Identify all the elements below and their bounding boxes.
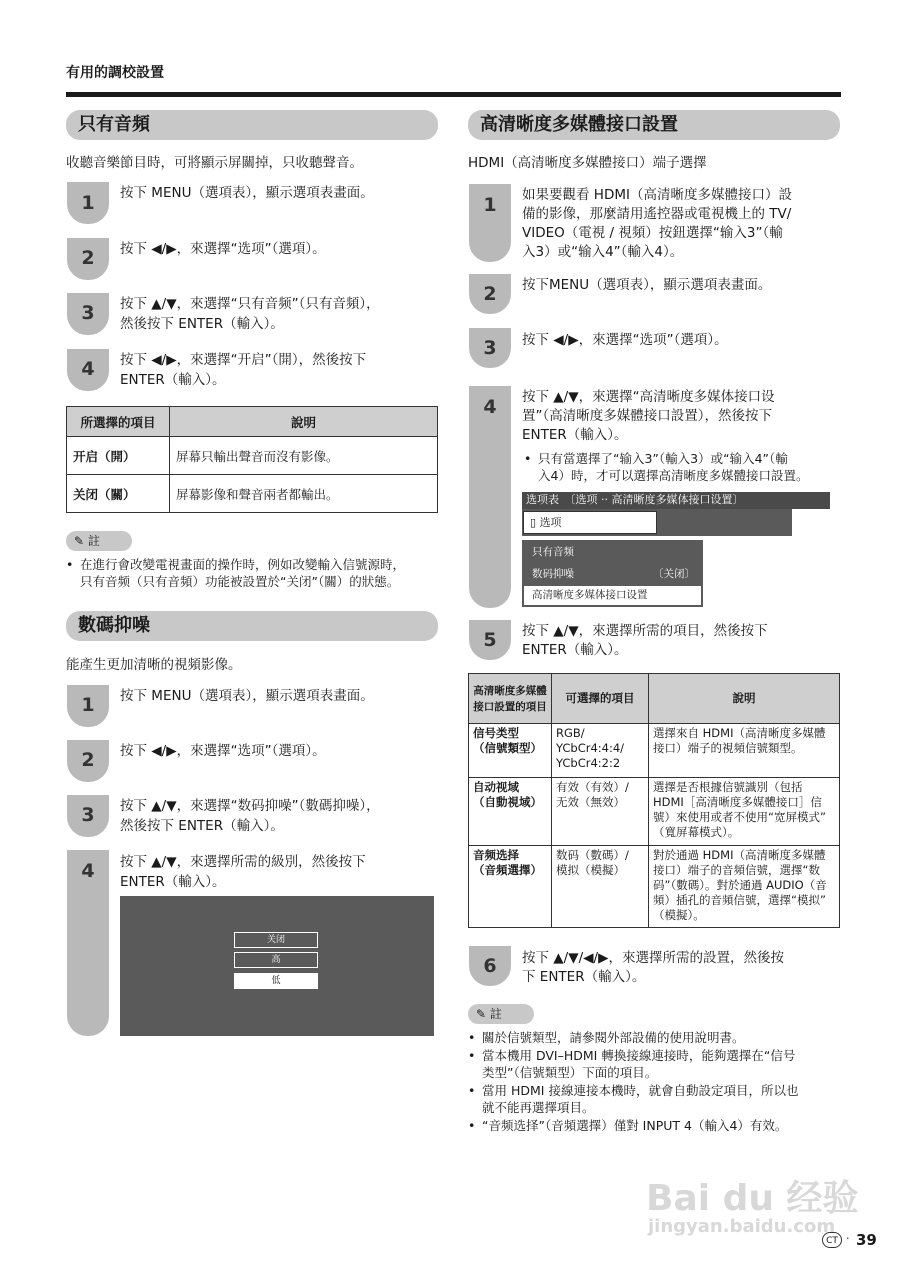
table-cell: [649, 724, 840, 778]
cell-line: HDMI［高清晰度多媒體接口］信: [653, 795, 822, 809]
bullet-text: 只有當選擇了“输入3”（輸入3）或“输入4”（輸: [538, 451, 788, 466]
step-number: 1: [81, 694, 95, 716]
cell-line: （音頻選擇）: [473, 863, 542, 877]
step-text: ENTER（輸入）。: [522, 642, 628, 658]
table-cell: 屏幕只輸出聲音而沒有影像。: [170, 437, 438, 475]
baidu-watermark-logo: Bai du 经验: [646, 1178, 859, 1219]
bullet-icon: •: [468, 1030, 476, 1045]
table-cell: [469, 724, 552, 778]
note-text: “音频选择”（音頻選擇）僅對 INPUT 4（輸入4）有效。: [482, 1118, 788, 1133]
osd-option[interactable]: 关闭: [234, 932, 318, 948]
note-item: [468, 1029, 848, 1046]
step-number: 4: [81, 860, 95, 882]
menu-title-bar: 选项表 〔选项 ·· 高清晰度多媒体接口设置〕: [522, 492, 830, 509]
cell-line: 接口）端子的視頻信號類型。: [653, 741, 803, 755]
step-text: 如果要觀看 HDMI（高清晰度多媒體接口）設: [522, 187, 792, 203]
table-header: 說明: [170, 407, 438, 437]
note-item: [468, 1082, 848, 1116]
step-text: 按下 ◀/▶，來選擇“选项”（選項）。: [522, 332, 728, 348]
cell-line: 選擇來自 HDMI（高清晰度多媒體: [653, 726, 826, 740]
cell-line: 码”（數碼）。對於通過 AUDIO（音: [653, 878, 827, 892]
note-text: 當用 HDMI 接線連接本機時，就會自動設定項目，所以也: [482, 1083, 799, 1098]
step-text: ENTER（輸入）。: [120, 874, 226, 890]
cell-line: 頻）插孔的音頻信號，選擇“模拟”: [653, 893, 826, 907]
step-number: 4: [483, 396, 497, 418]
page-number: 39: [856, 1231, 877, 1249]
table-cell: 屏幕影像和聲音兩者都輸出。: [170, 475, 438, 513]
cell-line: 无效（無效）: [556, 795, 625, 809]
note-text: 當本機用 DVI–HDMI 轉換接線連接時，能夠選擇在“信号: [482, 1048, 796, 1063]
cell-line: YCbCr4:4:4/: [556, 741, 625, 755]
menu-item-value: 〔关闭〕: [653, 568, 695, 580]
noise-lead: 能產生更加清晰的視頻影像。: [66, 657, 242, 673]
step-number: 2: [81, 749, 95, 771]
menu-item-selected[interactable]: 高清晰度多媒体接口设置: [524, 586, 701, 605]
table-cell: [552, 778, 649, 846]
osd-option-selected[interactable]: 低: [234, 973, 318, 989]
menu-list: [522, 540, 703, 607]
step-text: 然後按下 ENTER（輸入）。: [120, 316, 284, 332]
step-number: 6: [483, 955, 497, 977]
step-number: 2: [483, 283, 497, 305]
region-badge: CT: [822, 1232, 842, 1248]
step-number: 3: [81, 804, 95, 826]
bullet-icon: •: [468, 1048, 476, 1063]
bullet-icon: •: [66, 557, 74, 572]
audio-only-table: [66, 406, 438, 513]
table-cell: [469, 778, 552, 846]
cell-line: 数码（數碼）/: [556, 848, 629, 862]
step-text: 置”（高清晰度多媒體接口設置），然後按下: [522, 408, 772, 424]
table-cell: 开启（開）: [67, 437, 170, 475]
step-text: 按下 ◀/▶，來選擇“选项”（選項）。: [120, 241, 326, 257]
step-number: 5: [483, 629, 497, 651]
menu-tab-row: [522, 509, 792, 536]
table-cell: [552, 846, 649, 928]
cell-line: 對於通過 HDMI（高清晰度多媒體: [653, 848, 826, 862]
step-text: VIDEO（電視 / 視頻）按鈕選擇“输入3”（輸: [522, 225, 783, 241]
step-number: 3: [81, 302, 95, 324]
cell-line: （自動視域）: [473, 795, 542, 809]
step-text: 按下 ◀/▶，來選擇“开启”（開），然後按下: [120, 352, 367, 368]
step-text: 按下 ▲/▼/◀/▶，來選擇所需的設置，然後按: [522, 950, 784, 966]
bullet-text: 入4）時，才可以選擇高清晰度多媒體接口設置。: [538, 468, 809, 483]
step-bullet: [524, 450, 844, 484]
section-title-noise: 數碼抑噪: [66, 611, 438, 641]
table-header: 說明: [649, 674, 840, 724]
section-title-hdmi: 高清晰度多媒體接口設置: [468, 110, 840, 140]
menu-item[interactable]: 数码抑噪: [532, 568, 574, 580]
table-cell: [649, 778, 840, 846]
cell-line: 接口）端子的音頻信號，選擇“数: [653, 863, 820, 877]
table-header: 高清晰度多媒體接口設置的項目: [469, 674, 552, 724]
step-text: ENTER（輸入）。: [522, 427, 628, 443]
table-cell: [552, 724, 649, 778]
step-badge: [469, 386, 511, 608]
table-header: 所選擇的項目: [67, 407, 170, 437]
note-text: 只有音频（只有音頻）功能被設置於“关闭”（關）的狀態。: [80, 574, 400, 589]
step-text: 按下 ▲/▼，來選擇所需的級別，然後按下: [120, 854, 366, 870]
step-text: 按下 ▲/▼，來選擇“只有音频”（只有音頻），: [120, 296, 380, 312]
note-badge: [468, 1004, 534, 1024]
note-label: 註: [87, 534, 100, 548]
table-cell: [649, 846, 840, 928]
step-text: 入3）或“输入4”（輸入4）。: [522, 244, 684, 260]
option-icon: ▯: [530, 516, 537, 529]
step-text: 按下 MENU（選項表），顯示選項表畫面。: [120, 185, 374, 201]
step-text: 按下MENU（選項表），顯示選項表畫面。: [522, 277, 772, 293]
audio-only-lead: 收聽音樂節目時，可將顯示屏關掉，只收聽聲音。: [66, 155, 363, 171]
step-text: 按下 MENU（選項表），顯示選項表畫面。: [120, 688, 374, 704]
cell-line: 音频选择: [473, 848, 519, 862]
cell-line: 自动视域: [473, 780, 519, 794]
section-title-audio-only: 只有音頻: [66, 110, 438, 140]
cell-line: 號）來使用或者不使用“宽屏模式”: [653, 810, 826, 824]
note-item: [66, 556, 446, 590]
bullet-icon: •: [468, 1118, 476, 1133]
cell-line: （模擬）。: [653, 908, 705, 922]
note-text: 關於信號類型，請參閱外部設備的使用說明書。: [482, 1030, 745, 1045]
step-number: 1: [483, 194, 497, 216]
menu-tab-label: 选项: [539, 516, 562, 529]
note-text: 就不能再選擇項目。: [482, 1100, 595, 1115]
note-item: [468, 1047, 848, 1081]
step-text: 然後按下 ENTER（輸入）。: [120, 818, 284, 834]
bullet-icon: •: [468, 1083, 476, 1098]
table-cell: [469, 846, 552, 928]
cell-line: 信号类型: [473, 726, 519, 740]
pencil-icon: ✎: [74, 534, 85, 548]
page-header: 有用的調校設置: [66, 65, 164, 81]
note-label: 註: [489, 1007, 502, 1021]
step-text: ENTER（輸入）。: [120, 372, 226, 388]
table-header: 可選擇的項目: [552, 674, 649, 724]
step-text: 按下 ◀/▶，來選擇“选项”（選項）。: [120, 743, 326, 759]
step-text: 下 ENTER（輸入）。: [522, 969, 646, 985]
cell-line: YCbCr4:2:2: [556, 756, 621, 770]
note-text: 类型”（信號類型）下面的項目。: [482, 1065, 658, 1080]
table-cell: 关闭（關）: [67, 475, 170, 513]
cell-line: （寬屏幕模式）。: [653, 825, 740, 839]
step-text: 按下 ▲/▼，來選擇“数码抑噪”（數碼抑噪），: [120, 798, 380, 814]
hdmi-settings-table: [468, 673, 840, 928]
pencil-icon: ✎: [476, 1007, 487, 1021]
menu-item[interactable]: 只有音频: [532, 546, 574, 558]
cell-line: RGB/: [556, 726, 585, 740]
cell-line: （信號類型）: [473, 741, 542, 755]
menu-tab-options[interactable]: [523, 511, 657, 534]
note-text: 在進行會改變電視畫面的操作時，例如改變輸入信號源時，: [80, 557, 406, 572]
osd-option[interactable]: 高: [234, 952, 318, 968]
step-number: 3: [483, 337, 497, 359]
step-text: 備的影像，那麼請用遙控器或電視機上的 TV/: [522, 206, 792, 222]
note-badge: [66, 531, 132, 551]
baidu-watermark-url: jingyan.baidu.com: [648, 1216, 836, 1237]
cell-line: 模拟（模擬）: [556, 863, 625, 877]
step-text: 按下 ▲/▼，來選擇所需的項目，然後按下: [522, 623, 768, 639]
header-rule: [66, 92, 841, 97]
step-text: 按下 ▲/▼，來選擇“高清晰度多媒体接口设: [522, 389, 775, 405]
noise-osd-screen: [120, 896, 434, 1036]
hdmi-lead: HDMI（高清晰度多媒體接口）端子選擇: [468, 155, 707, 171]
step-number: 1: [81, 192, 95, 214]
step-number: 4: [81, 358, 95, 380]
step-number: 2: [81, 247, 95, 269]
cell-line: 有效（有效）/: [556, 780, 629, 794]
footer-dot: ·: [846, 1232, 850, 1245]
note-item: [468, 1117, 848, 1134]
cell-line: 選擇是否根據信號識別（包括: [653, 780, 803, 794]
bullet-icon: •: [524, 451, 532, 466]
